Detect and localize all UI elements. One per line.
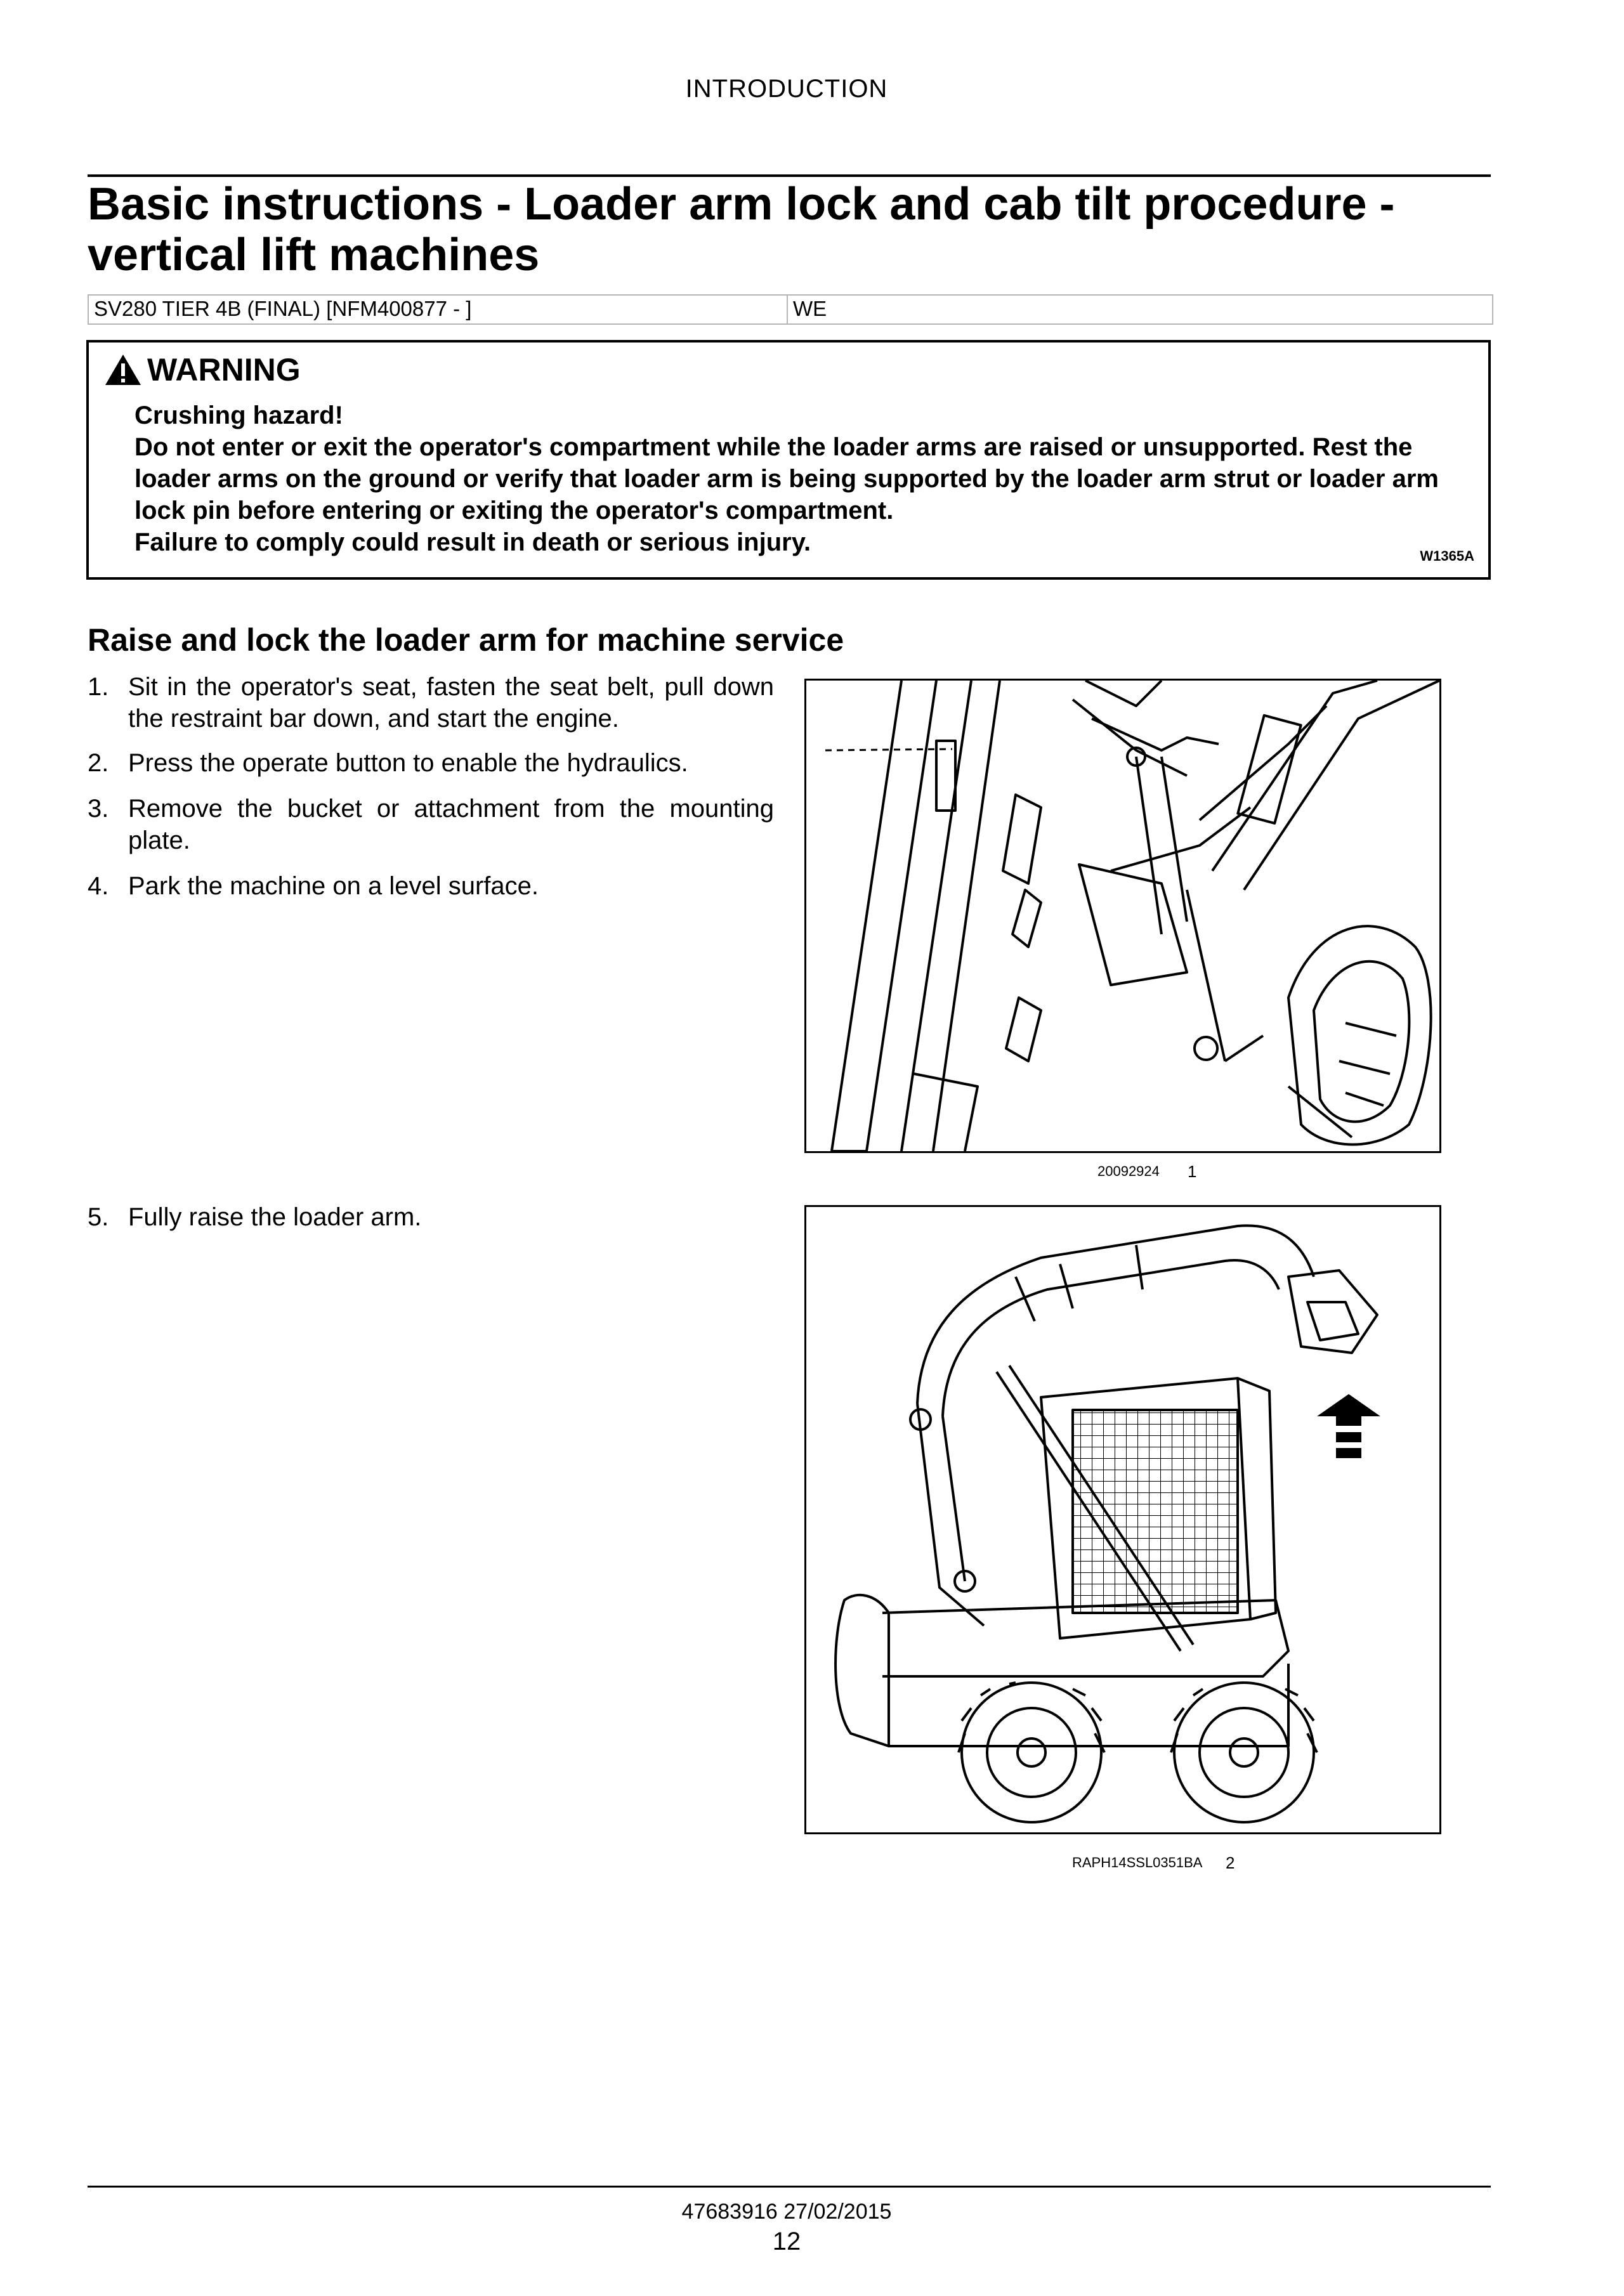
step-number: 2. [88, 749, 109, 777]
step-number: 4. [88, 872, 109, 900]
warning-line: Do not enter or exit the operator's compartment while the loader arms are raised or unsupported. Rest the loader arms on the ground or verify that loader arm is being supported by the loader arm strut or loader arm lock pin before entering or exiting the operator's compartment. [134, 433, 1439, 525]
list-item [88, 671, 774, 734]
warning-triangle-icon [104, 353, 142, 386]
figure-skid-steer [804, 1205, 1441, 1834]
model-cell: SV280 TIER 4B (FINAL) [NFM400877 - ] [89, 296, 788, 323]
section-header: INTRODUCTION [685, 75, 888, 103]
up-arrow-icon [1317, 1394, 1380, 1458]
warning-text [134, 400, 1473, 558]
page-number: 12 [772, 2228, 801, 2255]
figure-2-number: 2 [1226, 1853, 1235, 1872]
step-text: Remove the bucket or attachment from the mounting plate. [128, 795, 774, 854]
loader-arm-closeup-illustration [806, 681, 1439, 1151]
step-number: 3. [88, 795, 109, 823]
warning-line: Crushing hazard! [134, 401, 343, 429]
skid-steer-illustration [806, 1207, 1439, 1832]
step-text: Park the machine on a level surface. [128, 872, 539, 900]
section-subheading: Raise and lock the loader arm for machine service [88, 622, 844, 658]
list-item [88, 793, 774, 856]
region-cell: WE [793, 297, 827, 320]
step-number: 5. [88, 1203, 109, 1231]
figure-2-code: RAPH14SSL0351BA [1072, 1855, 1203, 1870]
list-item [88, 747, 774, 779]
figure-1-number: 1 [1188, 1162, 1197, 1181]
warning-title: WARNING [147, 352, 301, 388]
warning-box [86, 340, 1491, 580]
list-item [88, 870, 774, 902]
step-text: Press the operate button to enable the hydraulics. [128, 749, 688, 777]
figure-loader-arm-closeup [804, 679, 1441, 1153]
figure-1-code: 20092924 [1097, 1163, 1160, 1179]
title-rule [88, 174, 1491, 177]
step-text: Sit in the operator's seat, fasten the seat belt, pull down the restraint bar down, and start the engine. [128, 673, 774, 733]
step-text: Fully raise the loader arm. [128, 1203, 422, 1231]
warning-line: Failure to comply could result in death or serious injury. [134, 528, 811, 556]
footer-rule [88, 2186, 1491, 2188]
list-item [88, 1201, 774, 1233]
warning-code: W1365A [1420, 548, 1474, 564]
warning-header [104, 351, 301, 388]
page-title: Basic instructions - Loader arm lock and cab tilt procedure - vertical lift machines [88, 179, 1395, 280]
step-number: 1. [88, 673, 109, 701]
applicability-table [88, 294, 1493, 325]
footer-doc-id: 47683916 27/02/2015 [681, 2200, 892, 2224]
